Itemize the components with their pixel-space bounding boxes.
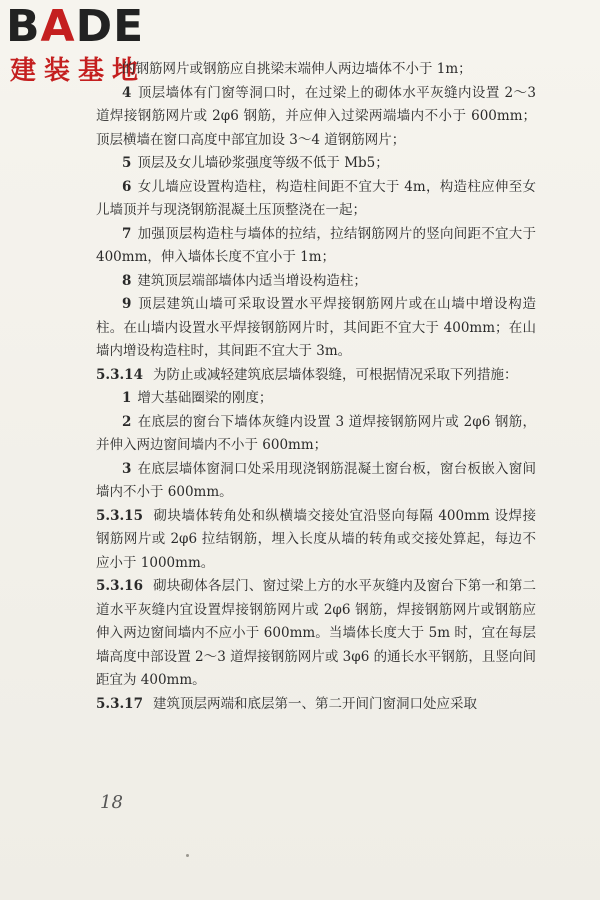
item-number: 3 <box>122 460 132 477</box>
item-text: 在底层的窗台下墙体灰缝内设置 3 道焊接钢筋网片或 2φ6 钢筋，并伸入两边窗间墙内不小于 600mm； <box>96 413 536 453</box>
clause-5-3-14 <box>96 364 536 388</box>
list-item-5 <box>96 152 536 176</box>
item-number: 8 <box>122 272 132 289</box>
item-text: 顶层及女儿墙砂浆强度等级不低于 Mb5； <box>137 155 389 171</box>
clause-text: 建筑顶层两端和底层第一、第二开间门窗洞口处应采取 <box>152 695 477 712</box>
clause-number: 5.3.16 <box>96 578 143 594</box>
clause-number: 5.3.14 <box>96 366 143 383</box>
paragraph-text: 的钢筋网片或钢筋应自挑梁末端伸人两边墙体不小于 1m； <box>122 61 472 77</box>
item-text: 增大基础圈梁的刚度； <box>137 390 273 406</box>
list-item-6 <box>96 176 536 223</box>
clause-text: 砌块砌体各层门、窗过梁上方的水平灰缝内及窗台下第一和第二道水平灰缝内宜设置焊接钢筋网片或 2φ6 钢筋，焊接钢筋网片或钢筋应伸入两边窗间墙内不应小于 600mm。当墙体长度大于 5m 时，宜在每层墙高度中部设置 2～3 道焊接钢筋网片或 3φ6 的通长水平钢筋，且竖向间距宜为 400mm。 <box>96 578 536 688</box>
item-number: 9 <box>122 296 132 312</box>
item-text: 顶层建筑山墙可采取设置水平焊接钢筋网片或在山墙中增设构造柱。在山墙内设置水平焊接钢筋网片时，其间距不宜大于 400mm；在山墙内增设构造柱时，其间距不宜大于 3m。 <box>96 296 536 359</box>
item-text: 顶层墙体有门窗等洞口时，在过梁上的砌体水平灰缝内设置 2～3 道焊接钢筋网片或 2φ6 钢筋，并应伸入过梁两端墙内不小于 600mm；顶层横墙在窗口高度中部宜加设 3～4 道钢筋网片； <box>96 84 536 148</box>
logo-letter-b: B <box>6 1 41 52</box>
item-text: 在底层墙体窗洞口处采用现浇钢筋混凝土窗台板，窗台板嵌入窗间墙内不小于 600mm。 <box>96 460 536 500</box>
list-item-8 <box>96 270 536 294</box>
item-text: 建筑顶层端部墙体内适当增设构造柱； <box>137 272 367 289</box>
page-number: 18 <box>100 792 123 813</box>
item-number: 1 <box>122 390 132 406</box>
document-body <box>96 58 536 716</box>
list-item-3 <box>96 458 536 505</box>
logo-letters-de: DE <box>75 1 145 52</box>
list-item-7 <box>96 223 536 270</box>
logo-wordmark <box>6 1 145 52</box>
item-number: 2 <box>122 413 132 430</box>
clause-number: 5.3.15 <box>96 507 143 524</box>
clause-5-3-16 <box>96 575 536 693</box>
list-item-4 <box>96 82 536 153</box>
item-number: 7 <box>122 225 132 242</box>
paragraph-continuation <box>96 58 536 82</box>
item-number: 6 <box>122 178 132 195</box>
clause-5-3-15 <box>96 505 536 576</box>
list-item-9 <box>96 293 536 364</box>
logo-subtitle: 建装基地 <box>10 56 147 86</box>
clause-5-3-17 <box>96 693 536 717</box>
logo-letter-a: A <box>40 1 76 52</box>
item-text: 加强顶层构造柱与墙体的拉结，拉结钢筋网片的竖向间距不宜大于 400mm，伸入墙体长度不宜小于 1m； <box>96 225 536 265</box>
clause-text: 为防止或减轻建筑底层墙体裂缝，可根据情况采取下列措施： <box>152 366 518 383</box>
clause-text: 砌块墙体转角处和纵横墙交接处宜沿竖向每隔 400mm 设焊接钢筋网片或 2φ6 拉结钢筋，埋入长度从墙的转角或交接处算起，每边不应小于 1000mm。 <box>96 507 536 571</box>
item-number: 4 <box>122 84 132 101</box>
item-number: 5 <box>122 155 132 171</box>
item-text: 女儿墙应设置构造柱，构造柱间距不宜大于 4m，构造柱应伸至女儿墙顶并与现浇钢筋混凝土压顶整浇在一起； <box>96 178 536 218</box>
list-item-2 <box>96 411 536 458</box>
list-item-1 <box>96 387 536 411</box>
clause-number: 5.3.17 <box>96 695 143 712</box>
scan-speck <box>186 854 189 857</box>
